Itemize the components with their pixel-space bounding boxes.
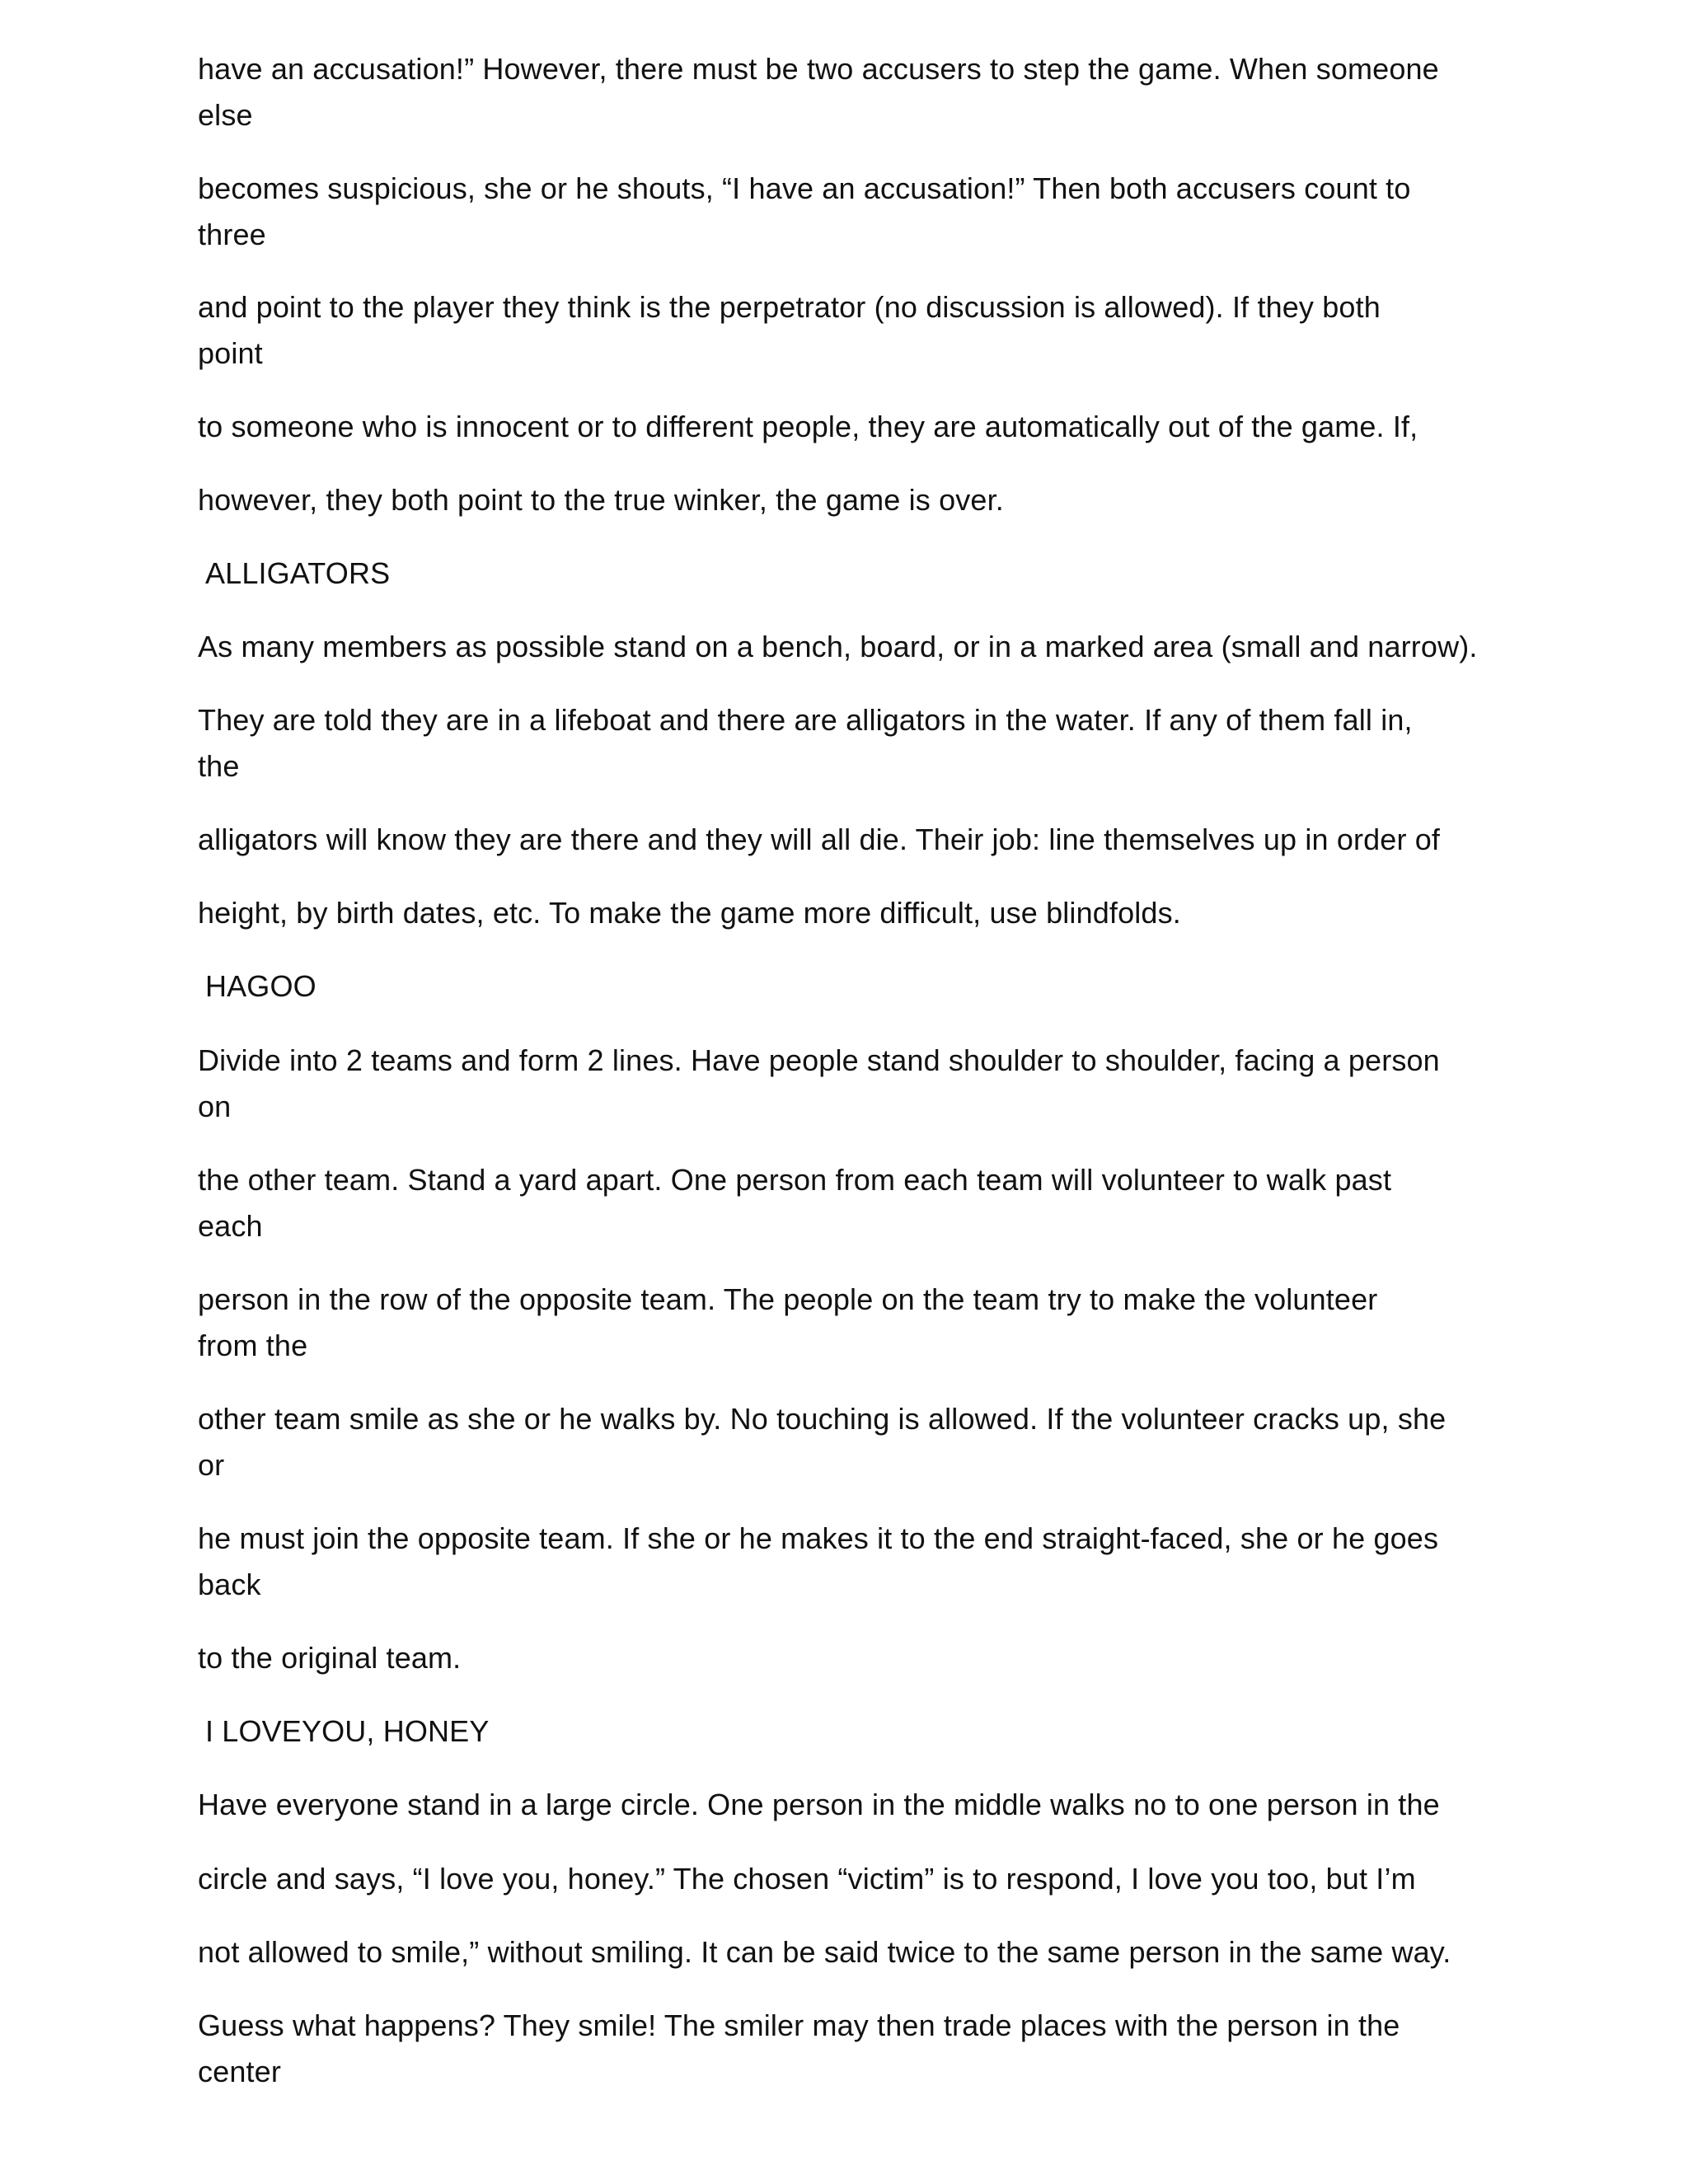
text-line: not allowed to smile,” without smiling. It can be said twice to the same person in the same way.: [198, 1935, 1451, 1969]
text-line: They are told they are in a lifeboat and there are alligators in the water. If any of them fall in,: [198, 703, 1413, 737]
text-line: have an accusation!” However, there must be two accusers to step the game. When someone: [198, 52, 1439, 86]
text-line: As many members as possible stand on a bench, board, or in a marked area (small and narrow).: [198, 630, 1478, 663]
text-line: the other team. Stand a yard apart. One person from each team will volunteer to walk past: [198, 1163, 1392, 1197]
text-line: or: [198, 1448, 225, 1482]
text-line: center: [198, 2055, 281, 2088]
text-line: he must join the opposite team. If she or he makes it to the end straight-faced, she or he goes: [198, 1521, 1439, 1555]
text-line: height, by birth dates, etc. To make the game more difficult, use blindfolds.: [198, 896, 1181, 930]
section-heading-hagoo: HAGOO: [205, 969, 316, 1003]
text-line: three: [198, 218, 266, 251]
text-line: point: [198, 336, 263, 370]
text-line: back: [198, 1568, 261, 1601]
text-line: from the: [198, 1329, 308, 1362]
text-line: Divide into 2 teams and form 2 lines. Have people stand shoulder to shoulder, facing a person: [198, 1043, 1440, 1077]
section-heading-i-love-you-honey: I LOVEYOU, HONEY: [205, 1714, 490, 1748]
text-line: on: [198, 1090, 232, 1123]
text-line: other team smile as she or he walks by. No touching is allowed. If the volunteer cracks up, she: [198, 1402, 1447, 1436]
text-line: Guess what happens? They smile! The smiler may then trade places with the person in the: [198, 2008, 1400, 2042]
text-line: each: [198, 1209, 263, 1243]
text-line: and point to the player they think is the perpetrator (no discussion is allowed). If they both: [198, 290, 1381, 324]
text-line: alligators will know they are there and they will all die. Their job: line themselves up in order of: [198, 823, 1441, 856]
text-line: else: [198, 98, 253, 132]
text-line: Have everyone stand in a large circle. One person in the middle walks no to one person in the: [198, 1788, 1440, 1821]
text-line: person in the row of the opposite team. The people on the team try to make the volunteer: [198, 1282, 1378, 1316]
text-line: to the original team.: [198, 1641, 462, 1675]
text-line: circle and says, “I love you, honey.” The chosen “victim” is to respond, I love you too, but I’m: [198, 1862, 1416, 1896]
text-line: becomes suspicious, she or he shouts, “I have an accusation!” Then both accusers count to: [198, 171, 1411, 205]
text-line: the: [198, 749, 240, 783]
text-line: to someone who is innocent or to different people, they are automatically out of the game. If,: [198, 410, 1418, 443]
section-heading-alligators: ALLIGATORS: [205, 556, 391, 590]
text-line: however, they both point to the true winker, the game is over.: [198, 483, 1004, 517]
